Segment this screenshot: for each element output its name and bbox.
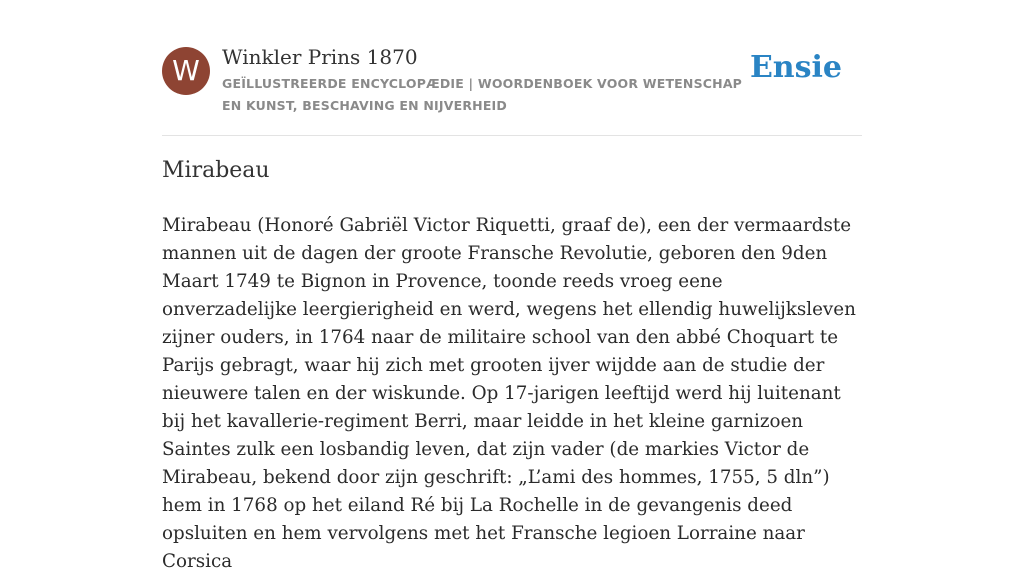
source-subtitle: GEÏLLUSTREERDE ENCYCLOPÆDIE | WOORDENBOEK VOOR WETENSCHAP EN KUNST, BESCHAVING EN NIJVERHEID <box>222 76 743 113</box>
article-title: Mirabeau <box>162 158 270 183</box>
source-avatar[interactable]: W <box>162 47 210 95</box>
article-body: Mirabeau (Honoré Gabriël Victor Riquetti, graaf de), een der vermaardste mannen uit de dagen der groote Fransche Revolutie, geboren den 9den Maart 1749 te Bignon in Provence, toonde reeds vroeg eene onverzadelijke leergierigheid en werd, wegens het ellendig huwelijksleven zijner ouders, in 1764 naar de militaire school van den abbé Choquart te Parijs gebragt, waar hij zich met grooten ijver wijdde aan de studie der nieuwere talen en der wiskunde. Op 17-jarigen leeftijd werd hij luitenant bij het kavallerie-regiment Berri, maar leidde in het kleine garnizoen Saintes zulk een losbandig leven, dat zijn vader (de markies Victor de Mirabeau, bekend door zijn geschrift: „L’ami des hommes, 1755, 5 dln”) hem in 1768 op het eiland Ré bij La Rochelle in de gevangenis deed opsluiten en hem vervolgens met het Fransche legioen Lorraine naar Corsica <box>162 215 856 572</box>
ensie-logo-link[interactable]: Ensie <box>749 50 842 85</box>
source-header <box>162 0 862 136</box>
page-container <box>162 0 862 572</box>
source-title[interactable]: Winkler Prins 1870 <box>222 45 418 69</box>
